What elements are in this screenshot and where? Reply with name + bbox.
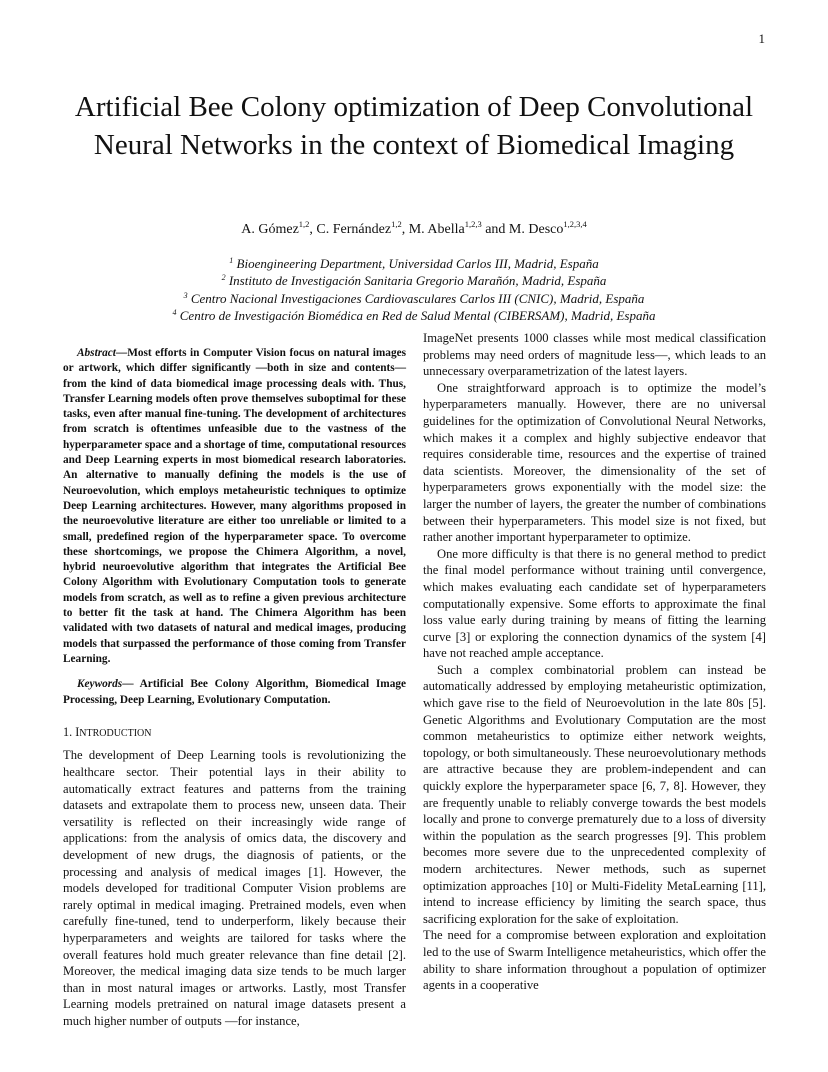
abstract-label: Abstract	[77, 347, 116, 359]
abstract-text: —Most efforts in Computer Vision focus on natural images or artwork, which differ significantly —both in size and contents— from the kind of data biomedical image processing deals with. Thus, Transfer Learning models often prove themselves suboptimal for these tasks, even after manual fine-tuning. The development of architectures from scratch is oftentimes unfeasible due to the vastness of the hyperparameter space and a shortage of time, computational resources and Deep Learning experts in most biomedical research laboratories. An alternative to manually defining the models is the use of Neuroevolution, which employs metaheuristic techniques to optimize Deep Learning architectures. However, many algorithms proposed in the neuroevolutive literature are either too unreliable or limited to a small, predefined region of the hyperparameter space. To overcome these shortcomings, we propose the Chimera Algorithm, a novel, hybrid neuroevolutive algorithm that integrates the Artificial Bee Colony Algorithm with Evolutionary Computation tools to generate models from scratch, as well as to refine a given previous architecture to better fit the task at hand. The Chimera Algorithm has been validated with two datasets of natural and medical images, producing models that surpassed the performance of those coming from Transfer Learning.	[63, 347, 406, 665]
affiliation-text: Bioengineering Department, Universidad Carlos III, Madrid, España	[236, 256, 599, 271]
author-separator: ,	[401, 222, 409, 237]
paper-title: Artificial Bee Colony optimization of Deep Convolutional Neural Networks in the context of Biomedical Imaging	[74, 91, 754, 161]
author-name: M. Desco	[508, 222, 564, 237]
affiliation-number: 3	[183, 290, 188, 300]
affiliation-text: Centro Nacional Investigaciones Cardiovasculares Carlos III (CNIC), Madrid, España	[190, 290, 645, 306]
body-paragraph: Such a complex combinatorial problem can instead be automatically addressed by employing metaheuristic optimization, which gave rise to the field of Neuroevolution in the late 80s [5]. Genetic Algorithms and Evolutionary Computation are the most common metaheuristics to optimize either network weights, topology, or both simultaneously. These neuroevolutionary methods are attractive because they are problem-independent and can quickly explore the hyperparameter space [6, 7, 8]. However, they are frequently unable to reliably converge towards the best models locally and prone to converge prematurely due to a loss of diversity within the population as the search progresses [9]. This problem becomes more severe due to the unprecedented complexity of modern architectures. Newer methods, such as supernet optimization approaches [10] or Multi-Fidelity MetaLearning [11], intend to increase efficiency by limiting the search space, thus sacrificing exploration for the sake of exploitation.	[423, 662, 766, 926]
author-name: C. Fernández	[316, 222, 392, 237]
affiliation-line	[60, 290, 768, 307]
affiliation-number: 2	[221, 273, 226, 283]
affiliation-list	[60, 255, 768, 325]
keywords-label: Keywords	[77, 678, 123, 691]
author-affiliation-marks: 1,2	[298, 219, 310, 229]
author-affiliation-marks: 1,2,3,4	[563, 219, 587, 229]
left-column	[63, 346, 406, 1030]
author-affiliation-marks: 1,2	[391, 219, 402, 229]
affiliation-line	[60, 307, 768, 324]
section-number: 1.	[63, 724, 73, 739]
author-name: M. Abella	[408, 222, 465, 237]
page-number: 1	[758, 31, 765, 46]
affiliation-line	[60, 255, 768, 272]
body-paragraph: The need for a compromise between exploration and exploitation led to the use of Swarm Intelligence metaheuristics, which offer the ability to share information throughout a population of optimizer agents in a cooperative	[423, 928, 766, 993]
author-list	[60, 219, 768, 238]
keywords-text: — Artificial Bee Colony Algorithm, Biomedical Image Processing, Deep Learning, Evolutionary Computation.	[63, 678, 406, 706]
author-affiliation-marks: 1,2,3	[464, 219, 482, 229]
body-paragraph: One straightforward approach is to optimize the model’s hyperparameters manually. However, there are no universal guidelines for the optimization of Convolutional Neural Networks, which makes it a complex and highly subjective endeavor that requires considerable time, resources and the expertise of trained data scientists. Moreover, the dimensionality of the set of hyperparameters grows exponentially with the model size: the larger the number of layers, the greater the number of combinations between their hyperparameters. This model size is not fixed, but rather another important hyperparameter to optimize.	[423, 380, 766, 545]
body-paragraph: One more difficulty is that there is no general method to predict the final model performance without training until convergence, which makes evaluating each candidate set of hyperparameters computationally expensive. Some efforts to approximate the final loss value early during training by means of fitting the learning curve [3] or exploring the connection dynamics of the system [4] have not reached ample acceptance.	[423, 546, 766, 661]
abstract-paragraph	[63, 346, 406, 667]
affiliation-text: Instituto de Investigación Sanitaria Gregorio Marañón, Madrid, España	[228, 273, 607, 289]
right-column	[423, 330, 766, 994]
section-heading	[63, 724, 406, 743]
affiliation-number: 4	[172, 308, 177, 318]
author-separator: ,	[309, 222, 317, 237]
author-name: A. Gómez	[241, 222, 299, 237]
affiliation-number: 1	[229, 256, 234, 265]
body-paragraph: The development of Deep Learning tools is revolutionizing the healthcare sector. Their potential lays in their ability to automatically extract features and patterns from the training datasets and extrapolate them to process new, unseen data. Their versatility is reflected on their increasingly wide range of applications: from the analysis of omics data, the discovery and development of new drugs, the diagnosis of patients, or the processing and analysis of medical images [1]. However, the models developed for traditional Computer Vision problems are rarely optimal in medical imaging. Pretrained models, even when carefully fine-tuned, tend to underperform, likely because their hyperparameters and weights are tailored for tasks where the overall features hold much greater relevance than fine detail [2]. Moreover, the medical imaging data size tends to be much larger than in most natural images or artworks. Lastly, most Transfer Learning models pretrained on natural image datasets present a much higher number of outputs —for instance,	[63, 748, 406, 1028]
section-title-initial: I	[75, 724, 80, 739]
affiliation-line	[60, 272, 768, 289]
section-title-rest: NTRODUCTION	[79, 727, 152, 739]
affiliation-text: Centro de Investigación Biomédica en Red de Salud Mental (CIBERSAM), Madrid, España	[179, 308, 656, 324]
author-separator: and	[481, 222, 509, 237]
keywords-paragraph	[63, 677, 406, 708]
body-paragraph: ImageNet presents 1000 classes while most medical classification problems may need orders of magnitude less—, which leads to an unnecessary overparametrization of the latest layers.	[423, 331, 766, 379]
